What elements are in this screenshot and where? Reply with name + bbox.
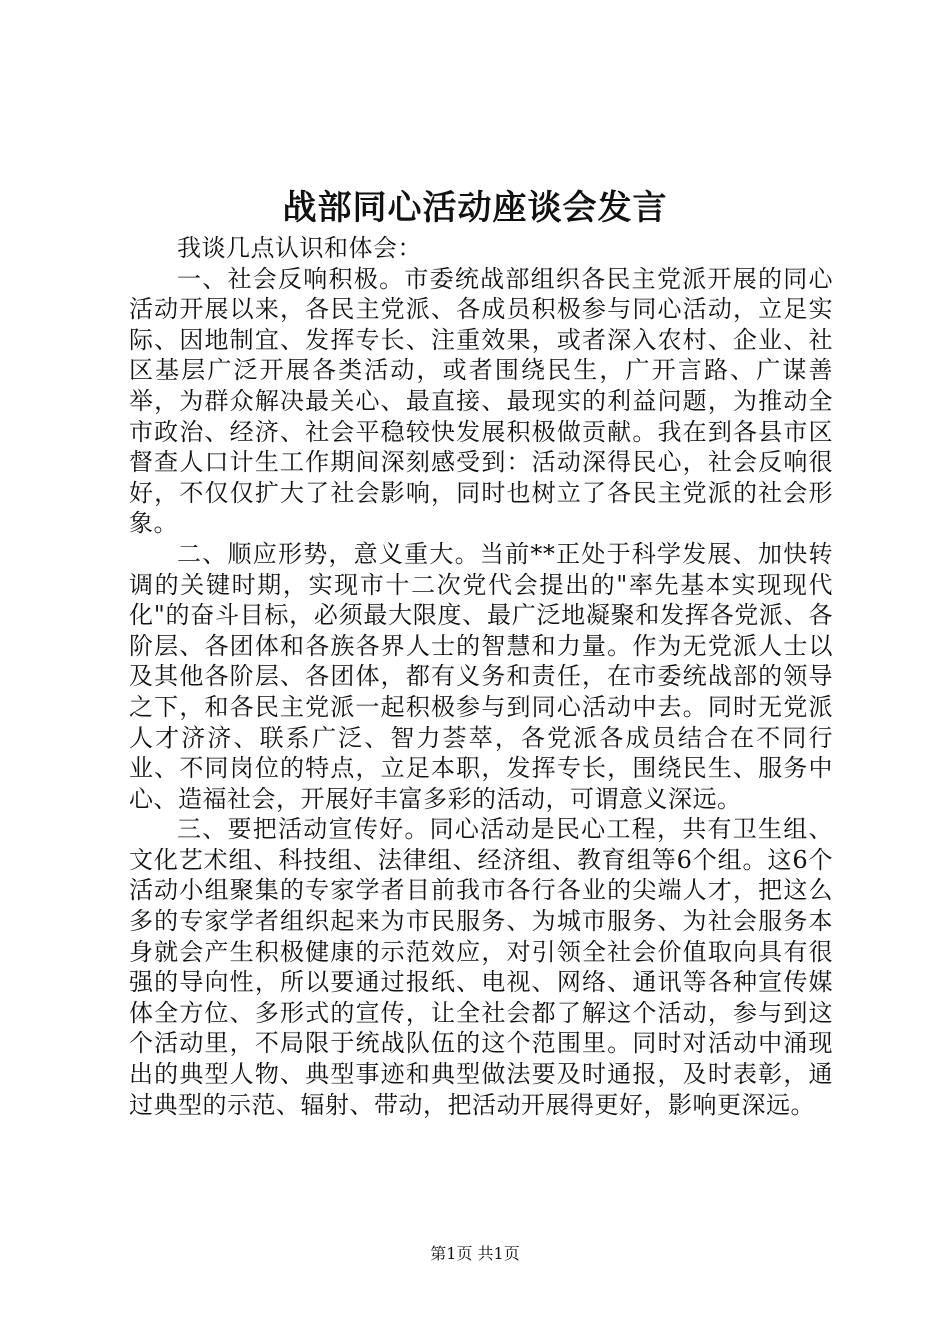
document-body	[129, 233, 833, 1120]
paragraph-intro: 我谈几点认识和体会：	[177, 234, 422, 262]
paragraph-point-1: 一、社会反响积极。市委统战部组织各民主党派开展的同心活动开展以来，各民主党派、各成员积极参与同心活动，立足实际、因地制宜、发挥专长、注重效果，或者深入农村、企业、社区基层广泛开展各类活动，或者围绕民生，广开言路、广谋善举，为群众解决最关心、最直接、最现实的利益问题，为推动全市政治、经济、社会平稳较快发展积极做贡献。我在到各县市区督查人口计生工作期间深刻感受到：活动深得民心，社会反响很好，不仅仅扩大了社会影响，同时也树立了各民主党派的社会形象。	[129, 264, 833, 538]
paragraph-point-2: 二、顺应形势，意义重大。当前**正处于科学发展、加快转调的关键时期，实现市十二次党代会提出的"率先基本实现现代化"的奋斗目标，必须最大限度、最广泛地凝聚和发挥各党派、各阶层、各团体和各族各界人士的智慧和力量。作为无党派人士以及其他各阶层、各团体，都有义务和责任，在市委统战部的领导之下，和各民主党派一起积极参与到同心活动中去。同时无党派人才济济、联系广泛、智力荟萃，各党派各成员结合在不同行业、不同岗位的特点，立足本职，发挥专长，围绕民生、服务中心、造福社会，开展好丰富多彩的活动，可谓意义深远。	[129, 539, 833, 813]
page-footer: 第1页 共1页	[430, 1244, 520, 1263]
paragraph-point-3: 三、要把活动宣传好。同心活动是民心工程，共有卫生组、文化艺术组、科技组、法律组、经济组、教育组等6个组。这6个活动小组聚集的专家学者目前我市各行各业的尖端人才，把这么多的专家学者组织起来为市民服务、为城市服务、为社会服务本身就会产生积极健康的示范效应，对引领全社会价值取向具有很强的导向性，所以要通过报纸、电视、网络、通讯等各种宣传媒体全方位、多形式的宣传，让全社会都了解这个活动，参与到这个活动里，不局限于统战队伍的这个范围里。同时对活动中涌现出的典型人物、典型事迹和典型做法要及时通报，及时表彰，通过典型的示范、辐射、带动，把活动开展得更好，影响更深远。	[129, 815, 833, 1119]
document-title: 战部同心活动座谈会发言	[282, 188, 668, 228]
